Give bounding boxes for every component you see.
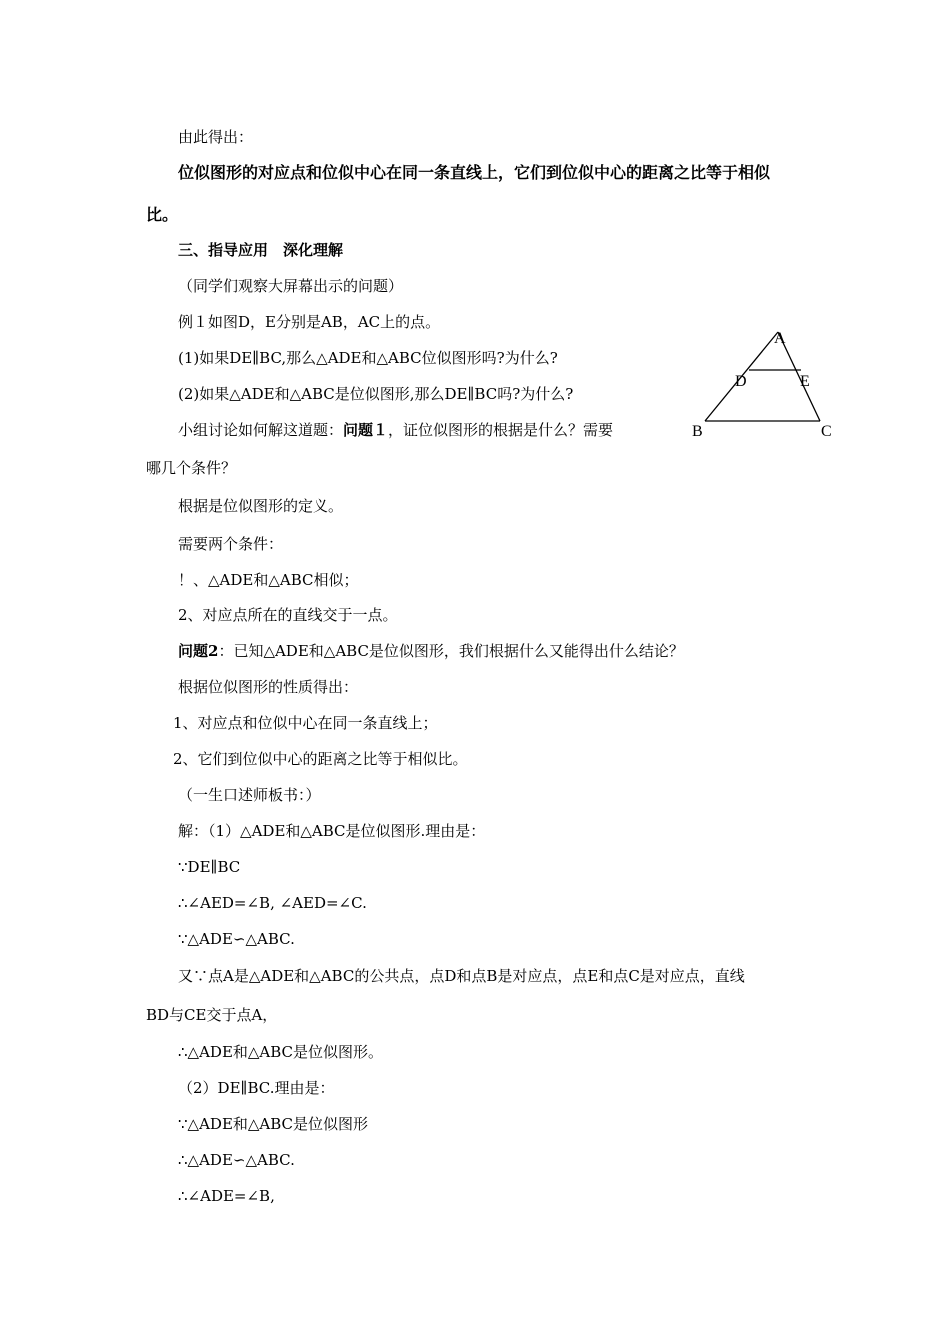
- solution-1-step-1: ∵DE∥BC: [178, 858, 241, 876]
- example-1-statement: 例１如图D，E分别是AB，AC上的点。: [178, 313, 441, 331]
- answer-conditions: 需要两个条件：: [178, 535, 284, 553]
- paragraph-conclusion-bold: 位似图形的对应点和位似中心在同一条直线上，它们到位似中心的距离之比等于相似: [178, 163, 771, 182]
- label-c: C: [821, 423, 832, 440]
- group-discussion-text: 小组讨论如何解这道题：: [178, 421, 344, 439]
- example-1-question-2: (2)如果△ADE和△ABC是位似图形,那么DE∥BC吗?为什么?: [178, 385, 574, 403]
- solution-1-conclusion: ∴△ADE和△ABC是位似图形。: [178, 1043, 384, 1061]
- property-intro: 根据位似图形的性质得出：: [178, 678, 359, 696]
- solution-2-step-2: ∴△ADE∽△ABC.: [178, 1151, 295, 1169]
- property-2: 2、它们到位似中心的距离之比等于相似比。: [173, 750, 468, 768]
- solution-1-step-2: ∴∠AED=∠B, ∠AED=∠C.: [178, 894, 367, 912]
- condition-1: ！、△ADE和△ABC相似；: [178, 571, 359, 589]
- group-discussion-line: [178, 420, 613, 440]
- solution-1-step-4-cont: BD与CE交于点A，: [146, 1006, 278, 1024]
- label-b: B: [692, 423, 703, 440]
- question-2-text: ：已知△ADE和△ABC是位似图形，我们根据什么又能得出什么结论？: [218, 642, 684, 660]
- label-a: A: [774, 330, 786, 347]
- question-2-line: [178, 641, 684, 661]
- group-discussion-tail: ，证位似图形的根据是什么？需要: [388, 421, 614, 439]
- section-heading-3: 三、指导应用 深化理解: [178, 241, 344, 259]
- paragraph-instruction: （同学们观察大屏幕出示的问题）: [178, 277, 404, 295]
- example-1-question-1: (1)如果DE∥BC,那么△ADE和△ABC位似图形吗?为什么?: [178, 349, 558, 367]
- group-discussion-cont: 哪几个条件？: [146, 459, 237, 477]
- solution-1-intro: 解：（1）△ADE和△ABC是位似图形.理由是：: [178, 822, 486, 840]
- solution-1-step-4: 又∵点A是△ADE和△ABC的公共点，点D和点B是对应点，点E和点C是对应点，直线: [178, 967, 745, 985]
- label-d: D: [735, 373, 747, 390]
- solution-2-step-1: ∵△ADE和△ABC是位似图形: [178, 1115, 369, 1133]
- property-1: 1、对应点和位似中心在同一条直线上；: [173, 714, 438, 732]
- condition-2: 2、对应点所在的直线交于一点。: [178, 606, 398, 624]
- solution-1-step-3: ∵△ADE∽△ABC.: [178, 930, 295, 948]
- label-e: E: [800, 373, 810, 390]
- answer-basis: 根据是位似图形的定义。: [178, 497, 344, 515]
- question-1-label: 问题１: [343, 421, 389, 439]
- triangle-figure: [690, 328, 840, 443]
- solution-2-step-3: ∴∠ADE=∠B,: [178, 1187, 275, 1205]
- solution-2-intro: （2）DE∥BC.理由是：: [178, 1079, 335, 1097]
- paragraph-conclusion-intro: 由此得出：: [178, 128, 254, 146]
- question-2-label: 问题2: [178, 642, 219, 660]
- paragraph-conclusion-bold-cont: 比。: [146, 205, 179, 224]
- board-note: （一生口述师板书：）: [178, 786, 321, 804]
